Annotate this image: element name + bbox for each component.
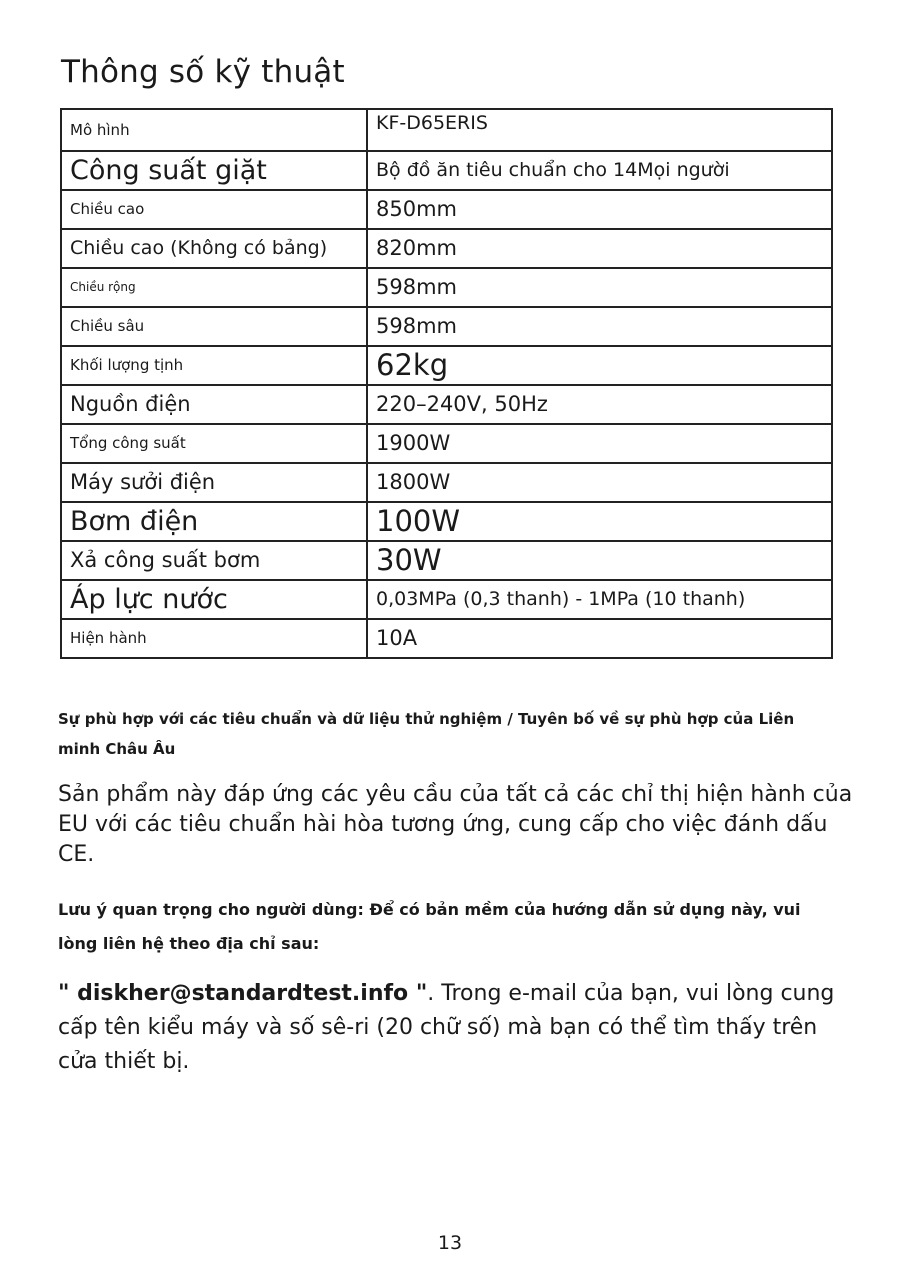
spec-value: 1900W — [367, 424, 832, 463]
table-row — [61, 151, 832, 190]
spec-value: 0,03MPa (0,3 thanh) - 1MPa (10 thanh) — [367, 580, 832, 619]
spec-label: Bơm điện — [61, 502, 367, 541]
table-row — [61, 424, 832, 463]
spec-value: 820mm — [367, 229, 832, 268]
table-row — [61, 307, 832, 346]
spec-value: 850mm — [367, 190, 832, 229]
table-row — [61, 541, 832, 580]
table-row — [61, 190, 832, 229]
spec-value: 220–240V, 50Hz — [367, 385, 832, 424]
notice-heading: Lưu ý quan trọng cho người dùng: Để có bản mềm của hướng dẫn sử dụng này, vui lòng liên hệ theo địa chỉ sau: — [58, 900, 801, 953]
table-row — [61, 109, 832, 151]
spec-label: Nguồn điện — [61, 385, 367, 424]
spec-label: Tổng công suất — [61, 424, 367, 463]
spec-value: KF-D65ERIS — [367, 109, 832, 151]
spec-label: Khối lượng tịnh — [61, 346, 367, 385]
spec-value: 30W — [367, 541, 832, 580]
table-row — [61, 346, 832, 385]
table-row — [61, 229, 832, 268]
spec-label: Xả công suất bơm — [61, 541, 367, 580]
spec-label: Áp lực nước — [61, 580, 367, 619]
contact-text: . Trong e-mail của bạn, vui lòng cung cấp tên kiểu máy và số sê-ri (20 chữ số) mà bạn có thể tìm thấy trên cửa thiết bị. — [58, 981, 835, 1074]
spec-label: Chiều sâu — [61, 307, 367, 346]
spec-label: Mô hình — [61, 109, 367, 151]
spec-value: 100W — [367, 502, 832, 541]
spec-value: 62kg — [367, 346, 832, 385]
contact-email: " diskher@standardtest.info " — [58, 981, 428, 1006]
spec-label: Chiều cao — [61, 190, 367, 229]
conformity-paragraph: Sản phẩm này đáp ứng các yêu cầu của tất cả các chỉ thị hiện hành của EU với các tiêu chuẩn hài hòa tương ứng, cung cấp cho việc đánh dấu CE. — [58, 782, 853, 867]
spec-label: Chiều cao (Không có bảng) — [61, 229, 367, 268]
spec-label: Hiện hành — [61, 619, 367, 658]
spec-value: 598mm — [367, 307, 832, 346]
spec-label: Máy sưởi điện — [61, 463, 367, 502]
contact-paragraph — [58, 977, 848, 1079]
spec-value: 598mm — [367, 268, 832, 307]
spec-value: 10A — [367, 619, 832, 658]
page-title: Thông số kỹ thuật — [61, 54, 345, 90]
table-row — [61, 463, 832, 502]
spec-label: Chiều rộng — [61, 268, 367, 307]
table-row — [61, 268, 832, 307]
table-row — [61, 385, 832, 424]
spec-table — [60, 108, 833, 659]
spec-value: Bộ đồ ăn tiêu chuẩn cho 14Mọi người — [367, 151, 832, 190]
page-number: 13 — [437, 1232, 463, 1254]
table-row — [61, 619, 832, 658]
table-row — [61, 580, 832, 619]
spec-label: Công suất giặt — [61, 151, 367, 190]
spec-value: 1800W — [367, 463, 832, 502]
conformity-heading: Sự phù hợp với các tiêu chuẩn và dữ liệu thử nghiệm / Tuyên bố về sự phù hợp của Liên minh Châu Âu — [58, 710, 795, 758]
table-row — [61, 502, 832, 541]
